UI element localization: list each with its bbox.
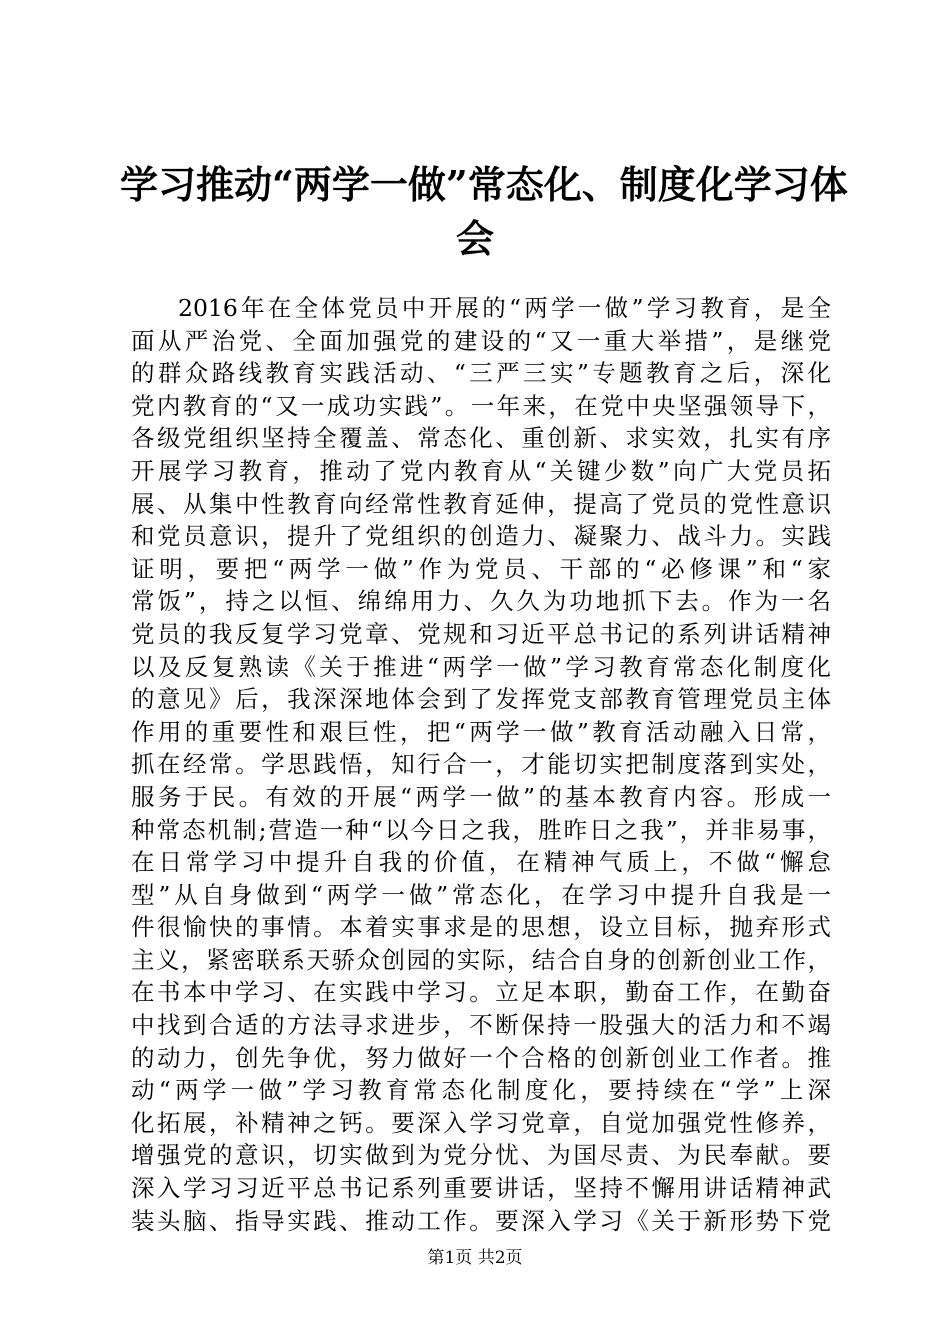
body-line: 在书本中学习、在实践中学习。立足本职，勤奋工作，在勤奋 [131, 978, 831, 1007]
body-line: 件很愉快的事情。本着实事求是的思想，设立目标，抛弃形式 [131, 913, 831, 942]
body-line: 作用的重要性和艰巨性，把“两学一做”教育活动融入日常， [131, 717, 831, 746]
body-line: 以及反复熟读《关于推进“两学一做”学习教育常态化制度化 [131, 652, 831, 681]
body-line: 型”从自身做到“两学一做”常态化，在学习中提升自我是一 [131, 880, 831, 909]
body-line: 开展学习教育，推动了党内教育从“关键少数”向广大党员拓 [131, 456, 831, 485]
body-line: 深入学习习近平总书记系列重要讲话，坚持不懈用讲话精神武 [131, 1174, 831, 1203]
body-line: 装头脑、指导实践、推动工作。要深入学习《关于新形势下党 [131, 1206, 831, 1235]
document-body [131, 292, 831, 1237]
body-line: 中找到合适的方法寻求进步，不断保持一股强大的活力和不竭 [131, 1011, 831, 1040]
body-line: 化拓展，补精神之钙。要深入学习党章，自觉加强党性修养， [131, 1108, 831, 1137]
body-line: 的群众路线教育实践活动、“三严三实”专题教育之后，深化 [131, 359, 831, 388]
body-line: 展、从集中性教育向经常性教育延伸，提高了党员的党性意识 [131, 489, 831, 518]
body-line: 常饭”，持之以恒、绵绵用力、久久为功地抓下去。作为一名 [131, 587, 831, 616]
body-line: 党内教育的“又一成功实践”。一年来，在党中央坚强领导下， [131, 391, 831, 420]
body-line: 和党员意识，提升了党组织的创造力、凝聚力、战斗力。实践 [131, 522, 831, 551]
body-line: 增强党的意识，切实做到为党分忧、为国尽责、为民奉献。要 [131, 1141, 831, 1170]
body-line: 抓在经常。学思践悟，知行合一，才能切实把制度落到实处， [131, 750, 831, 779]
page-footer: 第1页 共2页 [427, 1248, 523, 1268]
body-line: 证明，要把“两学一做”作为党员、干部的“必修课”和“家 [131, 554, 831, 583]
body-line: 服务于民。有效的开展“两学一做”的基本教育内容。形成一 [131, 782, 831, 811]
body-line: 面从严治党、全面加强党的建设的“又一重大举措”，是继党 [131, 326, 831, 355]
body-line: 种常态机制;营造一种“以今日之我，胜昨日之我”，并非易事， [131, 815, 831, 844]
body-line: 的动力，创先争优，努力做好一个合格的创新创业工作者。推 [131, 1043, 831, 1072]
body-line: 党员的我反复学习党章、党规和习近平总书记的系列讲话精神 [131, 619, 831, 648]
body-line: 的意见》后，我深深地体会到了发挥党支部教育管理党员主体 [131, 685, 831, 714]
body-line: 2016年在全体党员中开展的“两学一做”学习教育，是全 [178, 294, 831, 322]
body-line: 各级党组织坚持全覆盖、常态化、重创新、求实效，扎实有序 [131, 424, 831, 453]
document-title [120, 158, 848, 266]
body-line: 主义，紧密联系天骄众创园的实际，结合自身的创新创业工作， [131, 945, 831, 974]
body-line: 动“两学一做”学习教育常态化制度化，要持续在“学”上深 [131, 1076, 831, 1105]
title-line-1: 学习推动“两学一做”常态化、制度化学习体 [120, 162, 848, 207]
title-line-2: 会 [455, 216, 494, 261]
body-line: 在日常学习中提升自我的价值，在精神气质上，不做“懈怠 [131, 848, 831, 877]
